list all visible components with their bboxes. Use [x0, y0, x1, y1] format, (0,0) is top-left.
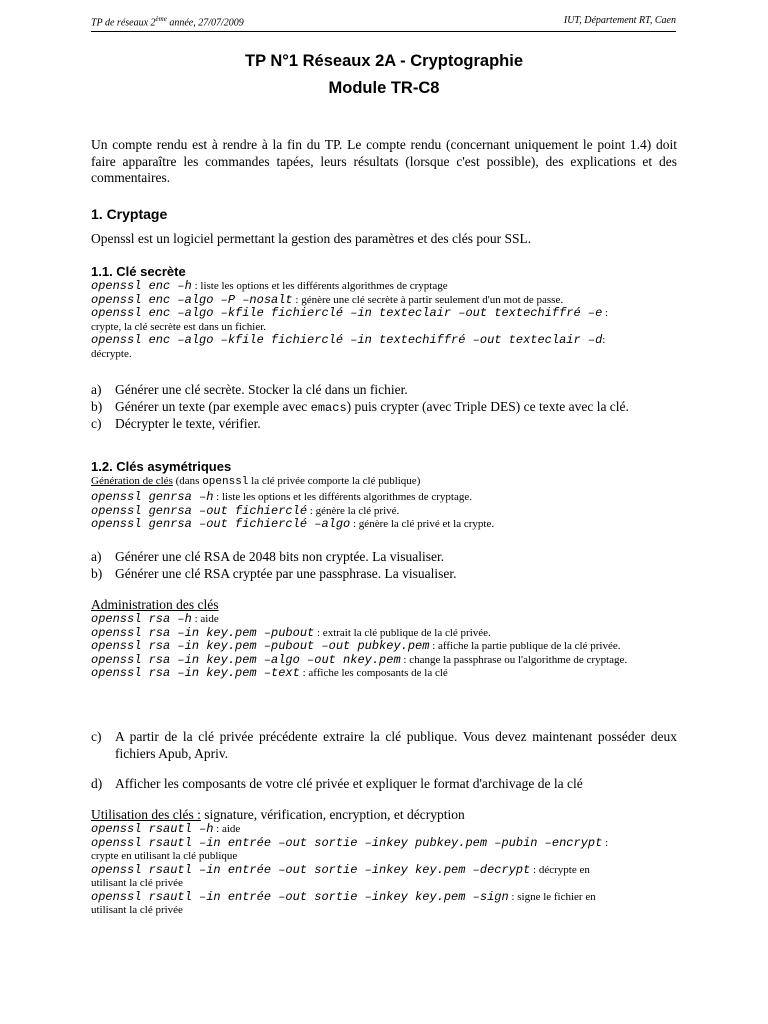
command-description: utilisant la clé privée [91, 904, 183, 916]
admin-command-list [91, 613, 677, 681]
command-line: openssl enc –algo –kfile fichierclé –in textechiffré –out texteclair –d: [91, 333, 606, 347]
document-subtitle: Module TR-C8 [328, 79, 440, 97]
admin-task-list [91, 729, 677, 762]
section-heading-1-2: 1.2. Clés asymétriques [91, 459, 232, 474]
command-line: openssl rsa –in key.pem –text : affiche les composants de la clé [91, 666, 448, 680]
command-description: crypte, la clé secrète est dans un fichier. [91, 320, 267, 333]
admin-subtitle: Administration des clés [91, 597, 219, 612]
list-item: d) Afficher les composants de votre clé privée et expliquer le format d'archivage de la clé [91, 776, 583, 791]
command-line: openssl enc –h : liste les options et les différents algorithmes de cryptage [91, 279, 448, 293]
command-line: openssl genrsa –h : liste les options et les différents algorithmes de cryptage. [91, 490, 472, 504]
keygen-task-list [91, 549, 677, 582]
command-line: openssl rsa –in key.pem –pubout –out pubkey.pem : affiche la partie publique de la clé privée. [91, 639, 621, 653]
keygen-intro: Génération de clés (dans openssl la clé privée comporte la clé publique) [91, 475, 421, 488]
command-line: openssl rsa –in key.pem –algo –out nkey.pem : change la passphrase ou l'algorithme de cryptage. [91, 652, 628, 667]
command-line: openssl rsautl –in entrée –out sortie –inkey key.pem –sign : signe le fichier en [91, 889, 596, 904]
header-left: TP de réseaux 2ème année, 27/07/2009 [91, 15, 244, 29]
list-item: c) A partir de la clé privée précédente extraire la clé publique. Vous devez maintenant posséder deux fichiers Apub, Apriv. [91, 729, 677, 761]
command-line: openssl genrsa –out fichierclé –algo : génère la clé privé et la crypte. [91, 517, 495, 531]
intro-paragraph: Un compte rendu est à rendre à la fin du TP. Le compte rendu (concernant uniquement le point 1.4) doit faire apparaître les commandes tapées, leurs résultats (lorsque c'est possible), des explications et des commentaires. [91, 137, 677, 185]
list-item: a) Générer une clé RSA de 2048 bits non cryptée. La visualiser. [91, 549, 445, 564]
s11-task-list [91, 382, 677, 433]
document-title: TP N°1 Réseaux 2A - Cryptographie [244, 52, 523, 70]
command-line: openssl rsautl –in entrée –out sortie –inkey key.pem –decrypt : décrypte en [91, 862, 590, 877]
command-line: openssl enc –algo –P –nosalt : génère une clé secrète à partir seulement d'un mot de passe. [91, 292, 564, 307]
command-line: openssl rsa –in key.pem –pubout : extrait la clé publique de la clé privée. [91, 625, 491, 640]
list-item: a) Générer une clé secrète. Stocker la clé dans un fichier. [91, 382, 408, 397]
command-description: décrypte. [91, 347, 132, 360]
header-right: IUT, Département RT, Caen [563, 15, 676, 26]
command-line: openssl rsa –h : aide [91, 612, 219, 626]
command-line: openssl enc –algo –kfile fichierclé –in texteclair –out textechiffré –e : [91, 306, 609, 320]
section-heading-1: 1. Cryptage [91, 206, 168, 222]
list-item: c) Décrypter le texte, vérifier. [91, 416, 261, 431]
section-1-text: Openssl est un logiciel permettant la gestion des paramètres et des clés pour SSL. [91, 231, 532, 246]
admin-task-list-d [91, 776, 677, 793]
list-item: b) Générer une clé RSA cryptée par une passphrase. La visualiser. [91, 565, 457, 581]
command-description: utilisant la clé privée [91, 877, 183, 889]
list-item: b) Générer un texte (par exemple avec emacs) puis crypter (avec Triple DES) ce texte avec la clé. [91, 398, 629, 415]
section-heading-1-1: 1.1. Clé secrète [91, 264, 186, 279]
command-line: openssl genrsa –out fichierclé : génère la clé privé. [91, 503, 400, 518]
s11-command-list [91, 280, 677, 361]
usage-command-list [91, 823, 677, 918]
keygen-command-list [91, 491, 677, 532]
command-line: openssl rsautl –in entrée –out sortie –inkey pubkey.pem –pubin –encrypt : [91, 835, 609, 850]
running-header [91, 15, 676, 32]
command-description: crypte en utilisant la clé publique [91, 850, 238, 862]
usage-subtitle: Utilisation des clés : signature, vérification, encryption, et décryption [91, 807, 465, 822]
command-line: openssl rsautl –h : aide [91, 822, 241, 836]
